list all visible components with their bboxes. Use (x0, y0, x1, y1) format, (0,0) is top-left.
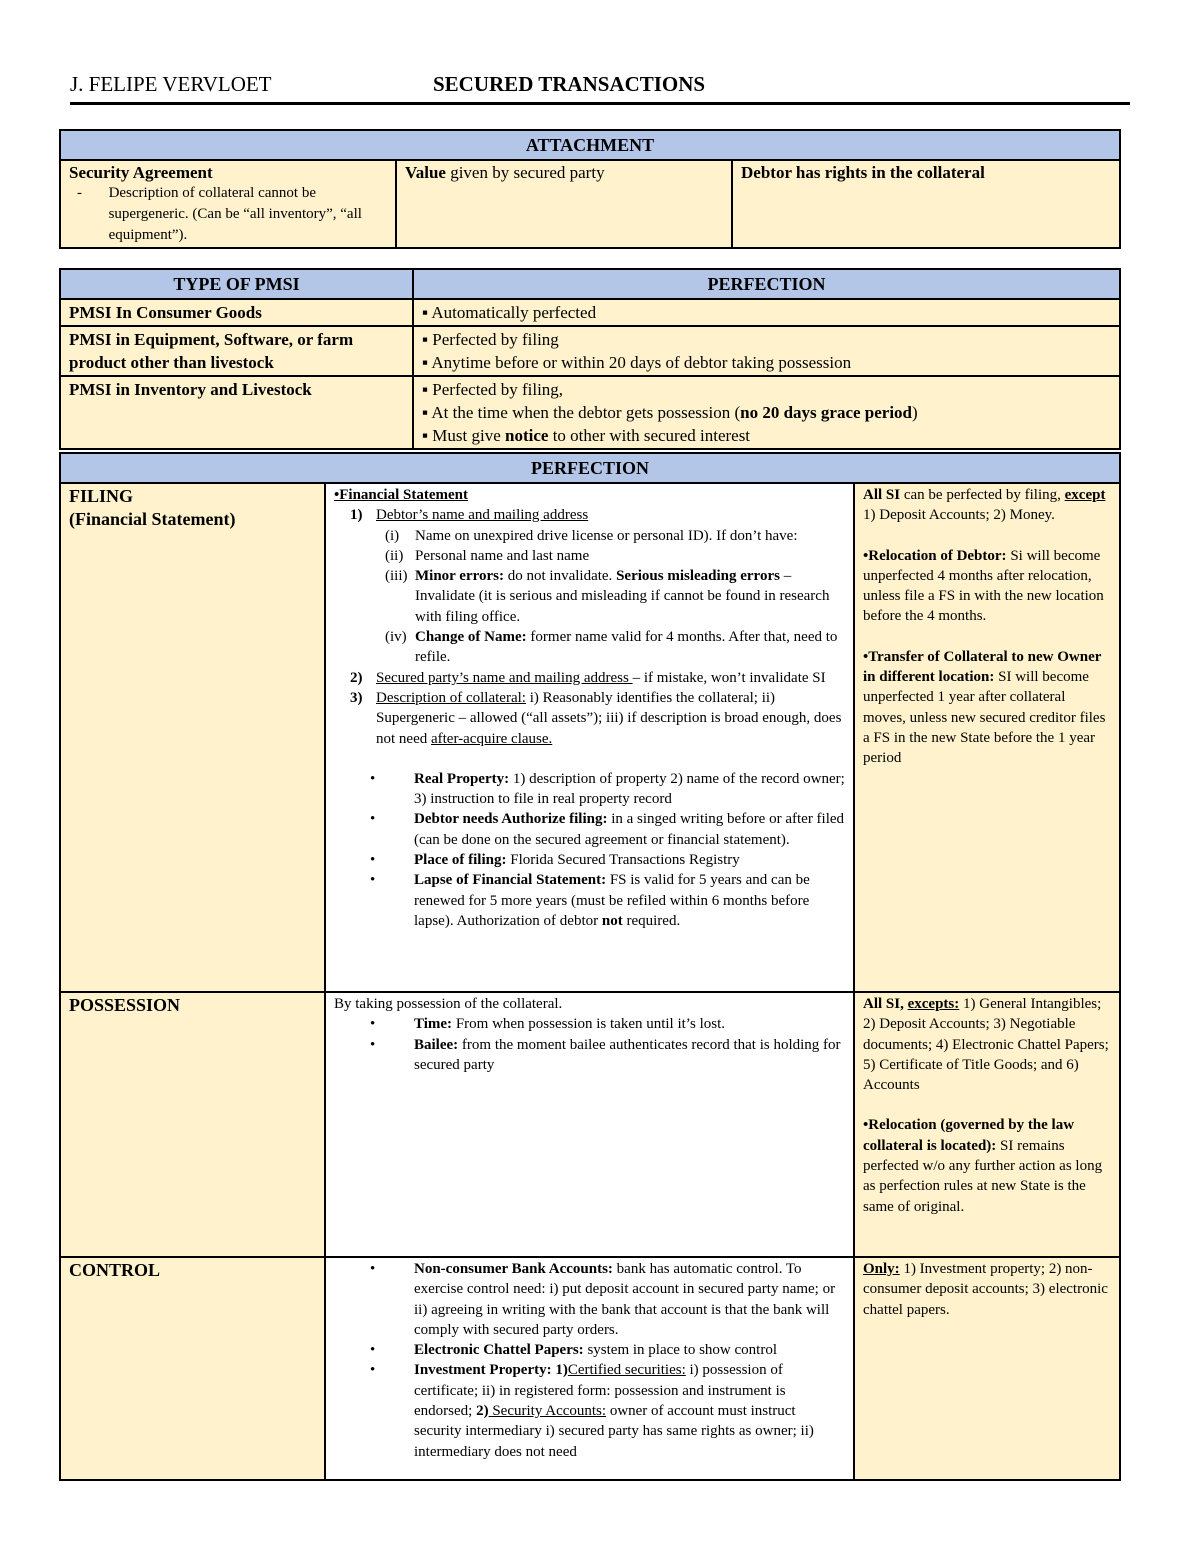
control-detail-cell (325, 1257, 854, 1480)
financial-statement-heading: •Financial Statement (334, 487, 468, 503)
document-title: SECURED TRANSACTIONS (433, 72, 706, 96)
pmsi-type-cell: PMSI in Inventory and Livestock (60, 376, 413, 449)
possession-detail-cell: By taking possession of the collateral. • Time: From when possession is taken until it’s lost. • Bailee: from the moment bailee authenticates record that is holding for secured party (325, 992, 854, 1257)
security-agreement-title: Security Agreement (69, 163, 213, 182)
filing-label-cell: FILING (Financial Statement) (60, 483, 325, 992)
possession-label-cell: POSSESSION (60, 992, 325, 1257)
list-item: • Non-consumer Bank Accounts: bank has automatic control. To exercise control need: i) put deposit account in secured party name; or ii) agreeing in writing with the bank that account is that the bank will comply with secured party orders. (370, 1261, 836, 1338)
debtor-rights-cell: Debtor has rights in the collateral (732, 160, 1120, 248)
security-agreement-detail: - Description of collateral cannot be supergeneric. (Can be “all inventory”, “all equipment”). (77, 185, 362, 243)
control-notes-cell: Only: 1) Investment property; 2) non-consumer deposit accounts; 3) electronic chattel papers. (854, 1257, 1120, 1480)
filing-notes-cell: All SI can be perfected by filing, except 1) Deposit Accounts; 2) Money. •Relocation of Debtor: Si will become unperfected 4 months after relocation, unless file a FS in with the new location before the 4 months. •Transfer of Collateral to new Owner in different location: SI will become unperfected 1 year after collateral moves, unless new secured creditor files a FS in the new State before the 1 year period (854, 483, 1120, 992)
pmsi-perfection-cell: ▪ Perfected by filing ▪ Anytime before or within 20 days of debtor taking possession (413, 326, 1120, 376)
type-of-pmsi-header: TYPE OF PMSI (60, 269, 413, 299)
list-item: • Time: From when possession is taken until it’s lost. (370, 1016, 725, 1033)
control-label-cell: CONTROL (60, 1257, 325, 1480)
list-item: • Real Property: 1) description of property 2) name of the record owner; 3) instruction to file in real property record (370, 770, 845, 808)
list-item: • Electronic Chattel Papers: system in place to show control (370, 1342, 777, 1359)
security-agreement-cell (60, 160, 396, 248)
list-item: • Investment Property: 1)Certified securities: i) possession of certificate; ii) in registered form: possession and instrument is endorsed; 2) Security Accounts: owner of account must instruct security intermediary i) secured party has same rights as owner; ii) intermediary does not need (370, 1362, 814, 1460)
list-item: 1) Debtor’s name and mailing address (350, 507, 589, 524)
list-item: (iv) Change of Name: former name valid for 4 months. After that, need to refile. (385, 629, 838, 666)
pmsi-perfection-cell: ▪ Automatically perfected (413, 299, 1120, 326)
list-item: • Lapse of Financial Statement: FS is valid for 5 years and can be renewed for 5 more years (must be refiled within 6 months before lapse). Authorization of debtor not required. (370, 872, 810, 929)
list-item: (i) Name on unexpired drive license or personal ID). If don’t have: (385, 527, 798, 544)
list-item: 2) Secured party’s name and mailing address – if mistake, won’t invalidate SI (350, 669, 826, 686)
list-item: 3) Description of collateral: i) Reasonably identifies the collateral; ii) Supergeneric – allowed (“all assets”); iii) if description is broad enough, does not need after-acquire clause. (350, 689, 842, 747)
pmsi-perfection-cell: ▪ Perfected by filing, ▪ At the time when the debtor gets possession (no 20 days grace period) ▪ Must give notice to other with secured interest (413, 376, 1120, 449)
author-name: J. FELIPE VERVLOET (70, 72, 272, 96)
attachment-table (59, 129, 1121, 249)
pmsi-type-cell: PMSI in Equipment, Software, or farm product other than livestock (60, 326, 413, 376)
list-item: (ii) Personal name and last name (385, 547, 590, 564)
perfection-heading: PERFECTION (60, 453, 1120, 483)
page-header (70, 72, 1130, 105)
list-item: • Debtor needs Authorize filing: in a singed writing before or after filed (can be done on the secured agreement or financial statement). (370, 811, 845, 848)
possession-notes-cell: All SI, excepts: 1) General Intangibles; 2) Deposit Accounts; 3) Negotiable documents; 4) Electronic Chattel Papers; 5) Certificate of Title Goods; and 6) Accounts •Relocation (governed by the law collateral is located): SI remains perfected w/o any further action as long as perfection rules at new State is the same of original. (854, 992, 1120, 1257)
list-item: • Place of filing: Florida Secured Transactions Registry (370, 852, 740, 869)
value-cell: Value given by secured party (396, 160, 732, 248)
pmsi-type-cell: PMSI In Consumer Goods (60, 299, 413, 326)
attachment-heading: ATTACHMENT (60, 130, 1120, 160)
list-item: (iii) Minor errors: do not invalidate. Serious misleading errors – Invalidate (it is serious and misleading if cannot be found in research with filing office. (385, 568, 830, 625)
pmsi-perfection-header: PERFECTION (413, 269, 1120, 299)
perfection-table (59, 452, 1121, 1481)
pmsi-table (59, 268, 1121, 450)
list-item: • Bailee: from the moment bailee authenticates record that is holding for secured party (370, 1036, 841, 1073)
filing-detail-cell (325, 483, 854, 992)
